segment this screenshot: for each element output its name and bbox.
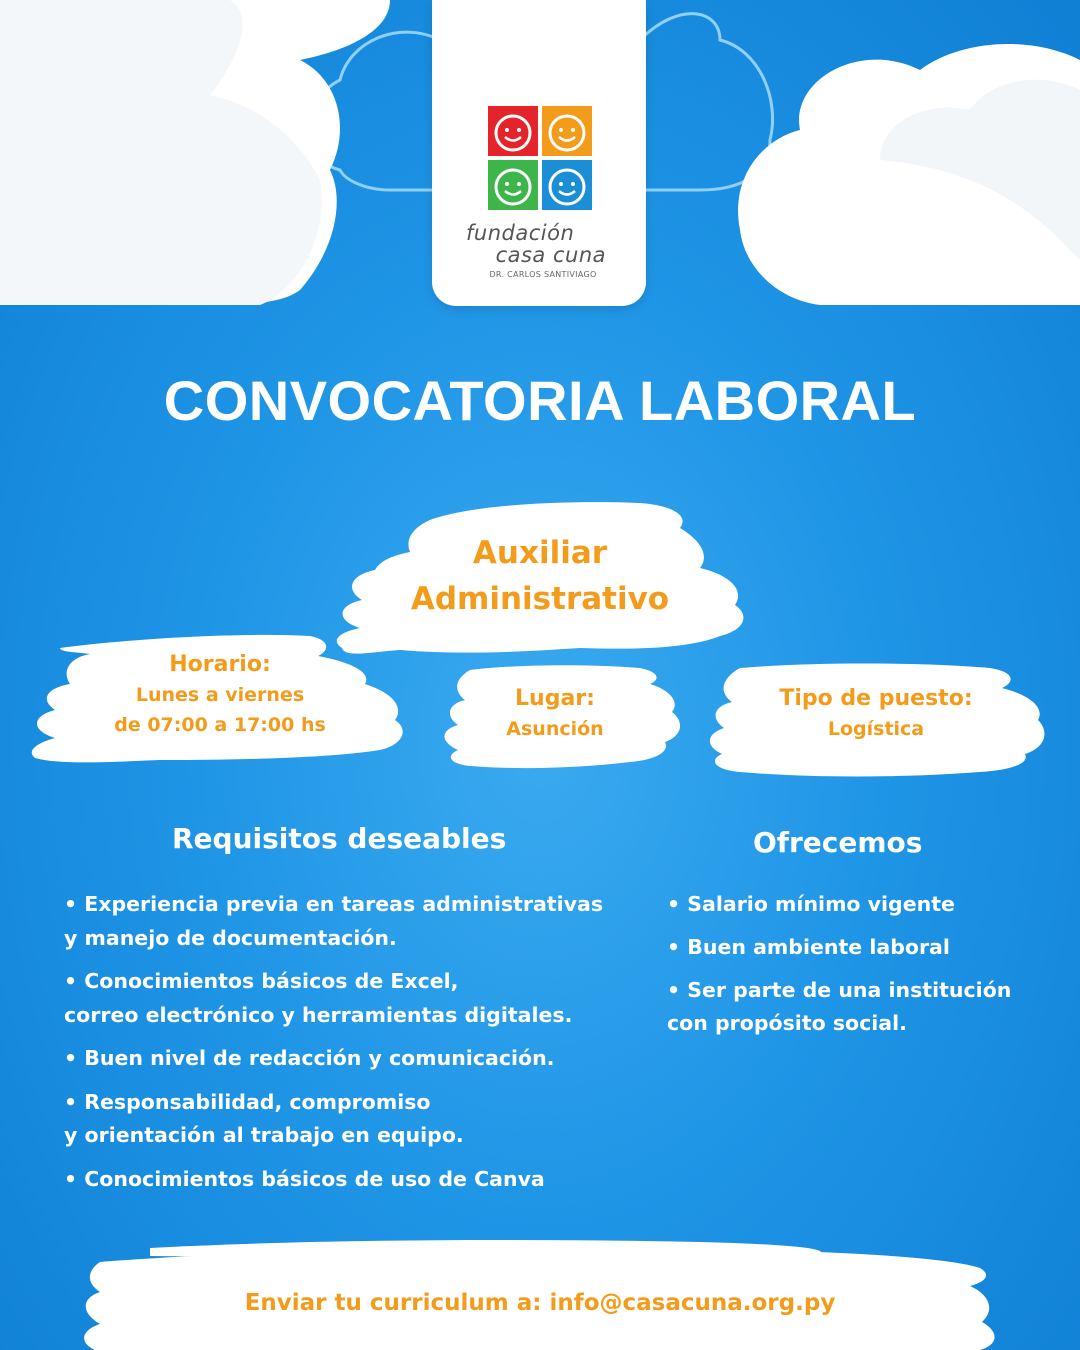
list-item: • Buen ambiente laboral bbox=[667, 935, 950, 959]
logo-line-2: casa cuna bbox=[495, 243, 606, 267]
logo-line-1: fundación bbox=[466, 221, 575, 245]
list-item: • Salario mínimo vigente bbox=[667, 892, 955, 916]
schedule-label: Horario: bbox=[169, 652, 271, 677]
location-block bbox=[450, 684, 660, 744]
position-title-line-2: Administrativo bbox=[410, 581, 670, 617]
red-face-icon bbox=[488, 106, 538, 156]
green-face-icon bbox=[488, 160, 538, 210]
schedule-block bbox=[40, 650, 400, 740]
job-type-label: Tipo de puesto: bbox=[779, 686, 973, 711]
list-item: • Experiencia previa en tareas administrativas y manejo de documentación. bbox=[64, 892, 604, 950]
position-title bbox=[380, 530, 700, 622]
position-title-line-1: Auxiliar bbox=[472, 535, 608, 571]
list-item: • Buen nivel de redacción y comunicación. bbox=[64, 1046, 555, 1070]
job-type-block bbox=[720, 684, 1032, 744]
orange-face-icon bbox=[542, 106, 592, 156]
schedule-days: Lunes a viernes bbox=[135, 684, 305, 706]
list-item: • Conocimientos básicos de uso de Canva bbox=[64, 1166, 545, 1191]
location-value: Asunción bbox=[506, 718, 604, 740]
requirements-heading: Requisitos deseables bbox=[172, 822, 507, 855]
job-type-value: Logística bbox=[827, 718, 925, 740]
offer-list bbox=[667, 888, 1047, 1050]
offer-heading: Ofrecemos bbox=[753, 826, 923, 859]
page-title: CONVOCATORIA LABORAL bbox=[163, 369, 917, 432]
location-label: Lugar: bbox=[515, 686, 595, 711]
contact-footer: Enviar tu curriculum a: info@casacuna.org.py bbox=[244, 1290, 836, 1316]
requirements-list bbox=[64, 888, 644, 1206]
logo-faces bbox=[488, 106, 592, 210]
list-item: • Responsabilidad, compromiso y orientación al trabajo en equipo. bbox=[64, 1089, 464, 1147]
blue-face-icon bbox=[542, 160, 592, 210]
schedule-hours: de 07:00 a 17:00 hs bbox=[114, 714, 326, 736]
list-item: • Conocimientos básicos de Excel, correo electrónico y herramientas digitales. bbox=[64, 969, 573, 1027]
logo-line-3: DR. CARLOS SANTIVIAGO bbox=[489, 270, 597, 279]
list-item: • Ser parte de una institución con propósito social. bbox=[667, 978, 1012, 1035]
logo-card bbox=[432, 0, 646, 306]
